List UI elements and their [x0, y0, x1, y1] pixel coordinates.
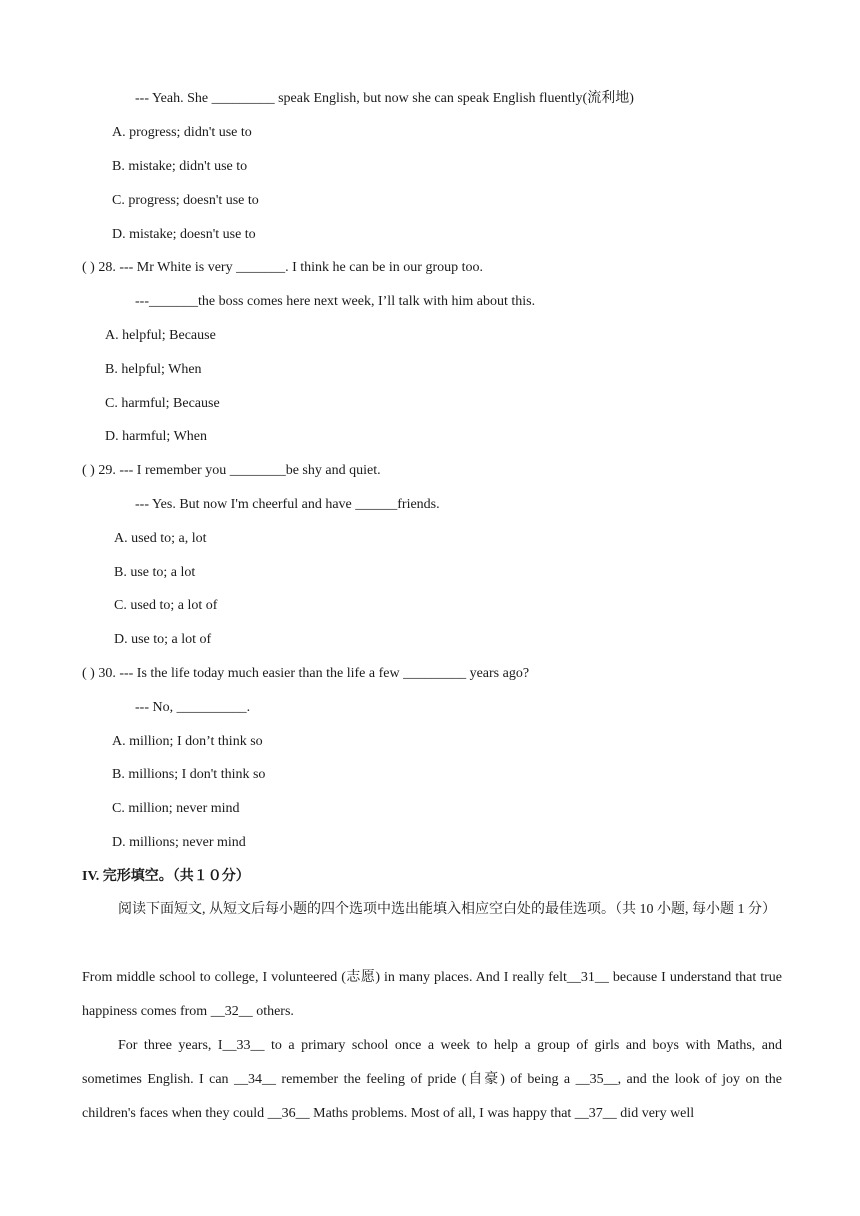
q28-question: ( ) 28. --- Mr White is very _______. I think he can be in our group too.	[82, 260, 483, 275]
q28-option-a: A. helpful; Because	[105, 328, 216, 343]
q29-answer-line: --- Yes. But now I'm cheerful and have ______friends.	[135, 497, 440, 512]
q30-option-d: D. millions; never mind	[112, 835, 246, 850]
q30-option-b: B. millions; I don't think so	[112, 767, 266, 782]
q27-option-c: C. progress; doesn't use to	[112, 193, 259, 208]
passage-paragraph-2: For three years, I__33__ to a primary school once a week to help a group of girls and boys with Maths, and sometimes English. I can __34__ remember the feeling of pride (自豪) of being a __35__, and the look of joy on the children's faces when they could __36__ Maths problems. Most of all, I was happy that __37__ did very well	[82, 1038, 782, 1121]
q29-question: ( ) 29. --- I remember you ________be shy and quiet.	[82, 463, 381, 478]
q30-answer-line: --- No, __________.	[135, 700, 251, 715]
q27-answer-line: --- Yeah. She _________ speak English, but now she can speak English fluently(流利地)	[135, 91, 634, 106]
q27-option-d: D. mistake; doesn't use to	[112, 227, 256, 242]
q29-option-a: A. used to; a, lot	[114, 531, 207, 546]
q27-option-a: A. progress; didn't use to	[112, 125, 252, 140]
q27-option-b: B. mistake; didn't use to	[112, 159, 248, 174]
q28-option-c: C. harmful; Because	[105, 396, 220, 411]
q30-option-c: C. million; never mind	[112, 801, 240, 816]
q28-option-d: D. harmful; When	[105, 429, 207, 444]
q29-option-c: C. used to; a lot of	[114, 598, 218, 613]
section-heading: IV. 完形填空。（共１０分）	[82, 869, 250, 884]
q28-answer-line: ---_______the boss comes here next week, I’ll talk with him about this.	[135, 294, 536, 309]
q30-option-a: A. million; I don’t think so	[112, 734, 263, 749]
section-instruction: 阅读下面短文, 从短文后每小题的四个选项中选出能填入相应空白处的最佳选项。（共 10 小题, 每小题 1 分）	[118, 902, 776, 917]
q29-option-d: D. use to; a lot of	[114, 632, 212, 647]
q29-option-b: B. use to; a lot	[114, 565, 196, 580]
q30-question: ( ) 30. --- Is the life today much easier than the life a few _________ years ago?	[82, 666, 530, 681]
q28-option-b: B. helpful; When	[105, 362, 202, 377]
passage-paragraph-1: From middle school to college, I volunteered (志愿) in many places. And I really felt__31__ because I understand that true happiness comes from __32__ others.	[82, 970, 782, 1019]
